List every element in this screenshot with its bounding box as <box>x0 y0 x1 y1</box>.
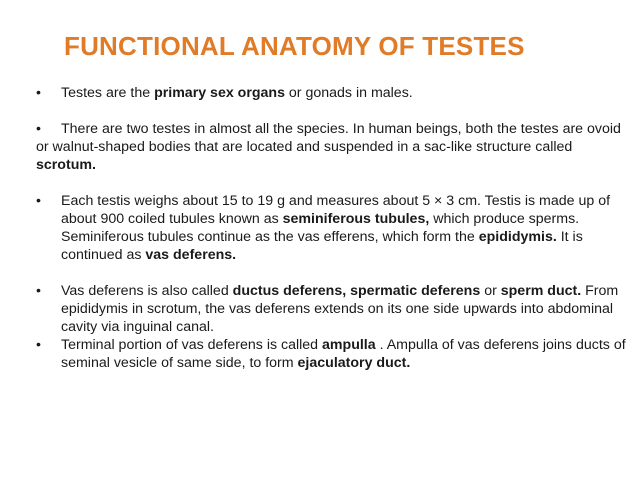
bullet-text: which produce sperms. Seminiferous tubules continue as the vas efferens, which form the <box>61 211 580 245</box>
bullet-bold-text: ampulla <box>322 337 376 353</box>
bullet-icon: • <box>36 337 41 353</box>
bullet-text: Terminal portion of vas deferens is called <box>61 337 323 353</box>
bullet-icon: • <box>36 193 41 209</box>
bullet-text: Each testis weighs about 15 to 19 g and measures about 5 × 3 cm. Testis is made up of about 900 coiled tubules known as <box>61 193 611 227</box>
bullet-bold-text: sperm duct. <box>500 283 582 299</box>
bullet-icon: • <box>36 121 41 137</box>
bullet-item-two-testes <box>36 120 628 174</box>
bullet-text: . Ampulla of vas deferens joins ducts of seminal vesicle of same side, to form <box>61 337 626 371</box>
bullet-bold-text: vas deferens. <box>145 247 237 263</box>
bullet-icon: • <box>36 283 41 299</box>
slide-title: FUNCTIONAL ANATOMY OF TESTES <box>64 31 525 61</box>
bullet-bold-text: ductus deferens, spermatic deferens <box>232 283 481 299</box>
bullet-icon: • <box>36 85 41 101</box>
bullet-bold-text: seminiferous tubules, <box>282 211 430 227</box>
bullet-text: or gonads in males. <box>284 85 413 101</box>
bullet-text: It is continued as <box>61 229 583 263</box>
bullet-bold-text: primary sex organs <box>154 85 285 101</box>
bullet-item-testis-weight <box>36 192 628 264</box>
bullet-list <box>36 84 628 372</box>
bullet-bold-text: epididymis. <box>478 229 557 245</box>
bullet-text: From epididymis in scrotum, the vas deferens extends on its one side upwards into abdominal cavity via inguinal canal. <box>61 283 619 335</box>
bullet-text: or <box>480 283 501 299</box>
bullet-item-ampulla <box>36 336 628 372</box>
bullet-text: There are two testes in almost all the species. In human beings, both the testes are ovoid or walnut-shaped bodies that are located and suspended in a sac-like structure called <box>36 121 621 155</box>
bullet-item-primary-sex-organs <box>36 84 628 102</box>
bullet-bold-text: scrotum. <box>36 157 96 173</box>
bullet-item-vas-deferens <box>36 282 628 336</box>
bullet-text: Vas deferens is also called <box>61 283 233 299</box>
bullet-text: Testes are the <box>61 85 155 101</box>
bullet-bold-text: ejaculatory duct. <box>297 355 411 371</box>
